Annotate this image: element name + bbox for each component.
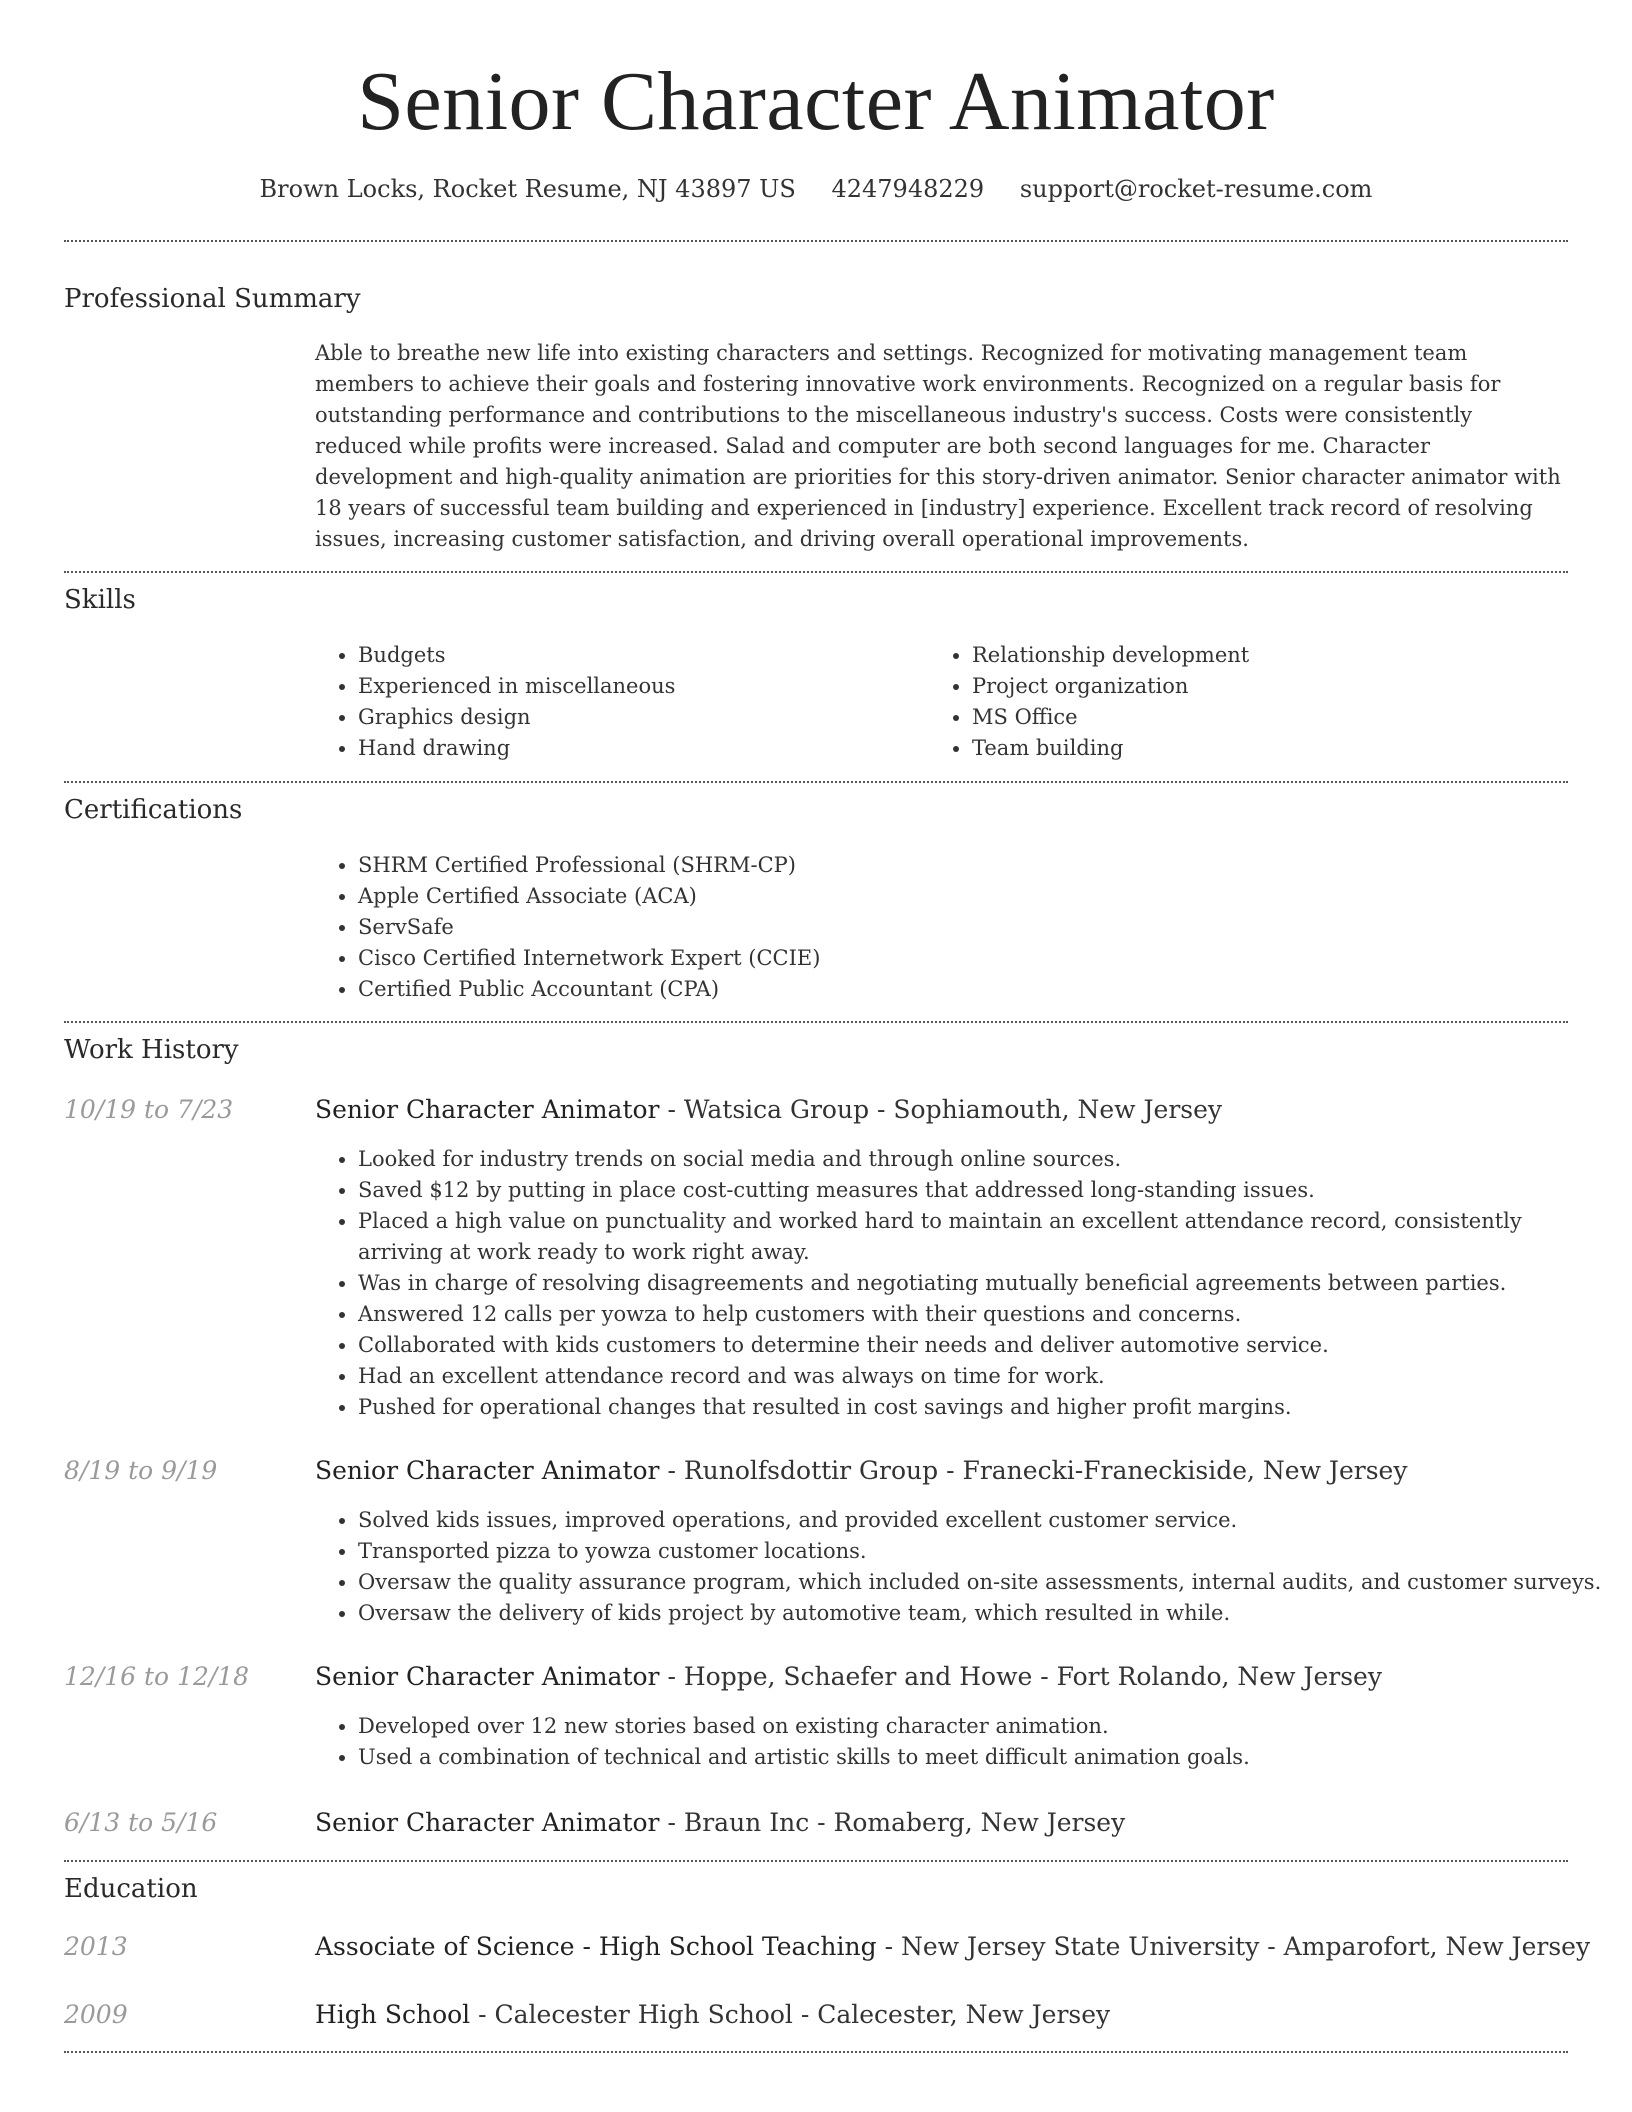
job-dates: 10/19 to 7/23 bbox=[64, 1095, 234, 1124]
education-degree: Associate of Science - High School Teaching bbox=[315, 1932, 877, 1961]
list-item: • Looked for industry trends on social media and through online sources. bbox=[358, 1144, 1608, 1175]
skills-list-left bbox=[314, 640, 918, 764]
job-heading bbox=[315, 1660, 1565, 1694]
education-entry bbox=[315, 1998, 1565, 2032]
list-item: • Oversaw the delivery of kids project by automotive team, which resulted in while. bbox=[358, 1598, 1608, 1629]
job-title: Senior Character Animator bbox=[315, 1808, 660, 1837]
contact-phone: 4247948229 bbox=[831, 175, 985, 203]
job-details: - Watsica Group - Sophiamouth, New Jersey bbox=[659, 1095, 1223, 1124]
list-item: • Was in charge of resolving disagreements and negotiating mutually beneficial agreements between parties. bbox=[358, 1268, 1608, 1299]
list-item: • Apple Certified Associate (ACA) bbox=[358, 881, 1608, 912]
skills-list-right bbox=[928, 640, 1572, 764]
list-item: • Certified Public Accountant (CPA) bbox=[358, 974, 1608, 1005]
job-heading bbox=[315, 1806, 1565, 1840]
candidate-name: Senior Character Animator bbox=[357, 55, 1275, 148]
section-divider bbox=[64, 240, 1568, 242]
section-divider bbox=[64, 1860, 1568, 1862]
certifications-list bbox=[314, 850, 1608, 1005]
section-divider bbox=[64, 1021, 1568, 1023]
contact-email: support@rocket-resume.com bbox=[1019, 175, 1373, 203]
section-divider bbox=[64, 2051, 1568, 2053]
education-degree: High School bbox=[315, 2000, 471, 2029]
list-item: • Solved kids issues, improved operations, and provided excellent customer service. bbox=[358, 1505, 1608, 1536]
skills-heading: Skills bbox=[64, 585, 136, 615]
list-item: • Budgets bbox=[358, 640, 918, 671]
job-bullets bbox=[314, 1711, 1608, 1773]
job-details: - Hoppe, Schaefer and Howe - Fort Rolando, New Jersey bbox=[659, 1662, 1382, 1691]
section-divider bbox=[64, 571, 1568, 573]
job-title: Senior Character Animator bbox=[315, 1662, 660, 1691]
list-item: • Graphics design bbox=[358, 702, 918, 733]
education-heading: Education bbox=[64, 1874, 198, 1904]
education-entry bbox=[315, 1930, 1591, 1964]
list-item: • Developed over 12 new stories based on existing character animation. bbox=[358, 1711, 1608, 1742]
list-item: • Cisco Certified Internetwork Expert (CCIE) bbox=[358, 943, 1608, 974]
job-heading bbox=[315, 1454, 1565, 1488]
list-item: • Used a combination of technical and artistic skills to meet difficult animation goals. bbox=[358, 1742, 1608, 1773]
job-bullets bbox=[314, 1144, 1608, 1423]
summary-text: Able to breathe new life into existing characters and settings. Recognized for motivating management team members to achieve their goals and fostering innovative work environments. Recognized on a regular basis for outstanding performance and contributions to the miscellaneous industry's success. Costs were consistently reduced while profits were increased. Salad and computer are both second languages for me. Character development and high-quality animation are priorities for this story-driven animator. Senior character animator with 18 years of successful team building and experienced in [industry] experience. Excellent track record of resolving issues, increasing customer satisfaction, and driving overall operational improvements. bbox=[315, 341, 1561, 551]
list-item: • SHRM Certified Professional (SHRM-CP) bbox=[358, 850, 1608, 881]
education-year: 2009 bbox=[64, 2000, 128, 2029]
section-divider bbox=[64, 781, 1568, 783]
list-item: • Collaborated with kids customers to determine their needs and deliver automotive service. bbox=[358, 1330, 1608, 1361]
list-item: • MS Office bbox=[972, 702, 1572, 733]
job-bullets bbox=[314, 1505, 1608, 1629]
contact-address: Brown Locks, Rocket Resume, NJ 43897 US bbox=[259, 175, 796, 203]
education-details: - Calecester High School - Calecester, New Jersey bbox=[470, 2000, 1111, 2029]
list-item: • Hand drawing bbox=[358, 733, 918, 764]
list-item: • Experienced in miscellaneous bbox=[358, 671, 918, 702]
list-item: • Relationship development bbox=[972, 640, 1572, 671]
list-item: • Saved $12 by putting in place cost-cutting measures that addressed long-standing issues. bbox=[358, 1175, 1608, 1206]
education-details: - New Jersey State University - Amparofort, New Jersey bbox=[876, 1932, 1591, 1961]
job-details: - Braun Inc - Romaberg, New Jersey bbox=[659, 1808, 1126, 1837]
education-year: 2013 bbox=[64, 1932, 128, 1961]
job-dates: 6/13 to 5/16 bbox=[64, 1808, 218, 1837]
job-dates: 12/16 to 12/18 bbox=[64, 1662, 250, 1691]
work-history-heading: Work History bbox=[64, 1035, 239, 1065]
list-item: • Transported pizza to yowza customer locations. bbox=[358, 1536, 1608, 1567]
job-title: Senior Character Animator bbox=[315, 1095, 660, 1124]
list-item: • Project organization bbox=[972, 671, 1572, 702]
list-item: • Oversaw the quality assurance program, which included on-site assessments, internal audits, and customer surveys. bbox=[358, 1567, 1608, 1598]
list-item: • ServSafe bbox=[358, 912, 1608, 943]
list-item: • Answered 12 calls per yowza to help customers with their questions and concerns. bbox=[358, 1299, 1608, 1330]
certifications-heading: Certifications bbox=[64, 795, 243, 825]
job-details: - Runolfsdottir Group - Franecki-Franeckiside, New Jersey bbox=[659, 1456, 1408, 1485]
contact-line bbox=[0, 172, 1632, 206]
list-item: • Had an excellent attendance record and was always on time for work. bbox=[358, 1361, 1608, 1392]
list-item: • Team building bbox=[972, 733, 1572, 764]
job-dates: 8/19 to 9/19 bbox=[64, 1456, 218, 1485]
list-item: • Pushed for operational changes that resulted in cost savings and higher profit margins. bbox=[358, 1392, 1608, 1423]
job-heading bbox=[315, 1093, 1565, 1127]
summary-heading: Professional Summary bbox=[64, 284, 361, 314]
job-title: Senior Character Animator bbox=[315, 1456, 660, 1485]
list-item: • Placed a high value on punctuality and worked hard to maintain an excellent attendance record, consistently arriving at work ready to work right away. bbox=[358, 1206, 1608, 1268]
